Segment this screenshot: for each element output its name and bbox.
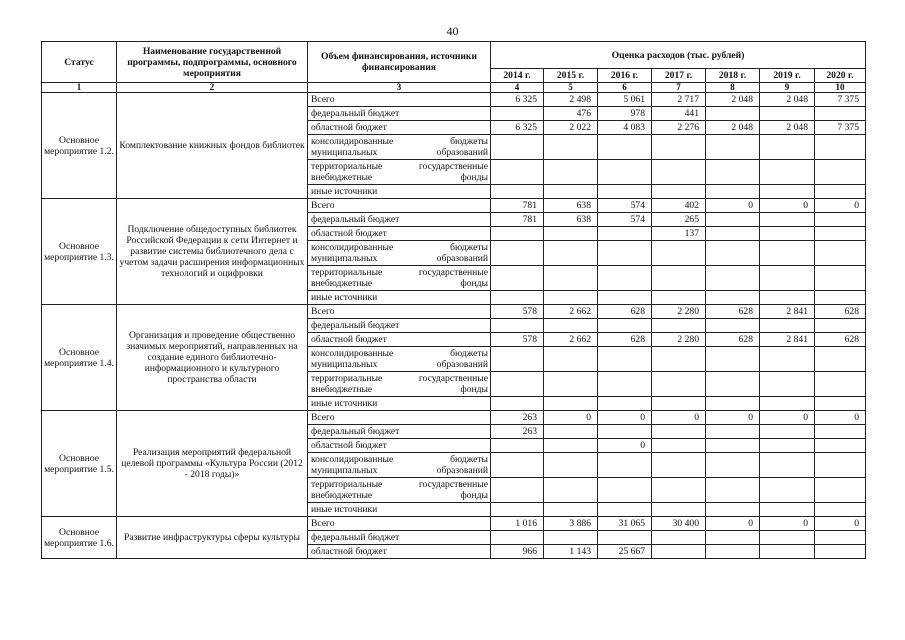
value-cell — [652, 266, 706, 291]
value-cell: 263 — [491, 411, 544, 425]
funding-source-cell: Всего — [308, 93, 491, 107]
value-cell — [491, 347, 544, 372]
value-cell — [760, 347, 815, 372]
value-cell — [760, 397, 815, 411]
value-cell: 2 280 — [652, 333, 706, 347]
value-cell — [760, 503, 815, 517]
value-cell — [815, 397, 866, 411]
value-cell — [598, 478, 652, 503]
value-cell — [815, 241, 866, 266]
value-cell — [491, 439, 544, 453]
value-cell — [815, 135, 866, 160]
value-cell: 3 886 — [544, 517, 598, 531]
value-cell: 6 325 — [491, 93, 544, 107]
funding-source-cell: областной бюджет — [308, 121, 491, 135]
value-cell — [652, 160, 706, 185]
value-cell — [491, 266, 544, 291]
value-cell: 0 — [598, 411, 652, 425]
header-year: 2016 г. — [598, 69, 652, 83]
value-cell: 628 — [598, 333, 652, 347]
header-year: 2014 г. — [491, 69, 544, 83]
status-cell: Основное мероприятие 1.6. — [42, 517, 117, 559]
column-number: 6 — [598, 83, 652, 93]
value-cell — [815, 531, 866, 545]
value-cell: 0 — [706, 411, 760, 425]
funding-source-cell: иные источники — [308, 291, 491, 305]
column-number: 10 — [815, 83, 866, 93]
value-cell — [652, 185, 706, 199]
value-cell — [760, 439, 815, 453]
funding-source-cell: областной бюджет — [308, 439, 491, 453]
value-cell — [544, 185, 598, 199]
value-cell — [706, 347, 760, 372]
value-cell — [544, 397, 598, 411]
value-cell: 0 — [706, 199, 760, 213]
value-cell: 781 — [491, 199, 544, 213]
value-cell — [544, 439, 598, 453]
value-cell — [491, 372, 544, 397]
value-cell — [815, 372, 866, 397]
header-year: 2015 г. — [544, 69, 598, 83]
value-cell — [491, 135, 544, 160]
funding-source-cell: консолидированные бюджеты муниципальных образований — [308, 347, 491, 372]
funding-source-cell: территориальные государственные внебюджетные фонды — [308, 266, 491, 291]
value-cell — [598, 135, 652, 160]
value-cell — [598, 453, 652, 478]
value-cell — [706, 425, 760, 439]
value-cell — [760, 227, 815, 241]
value-cell — [706, 213, 760, 227]
header-year: 2019 г. — [760, 69, 815, 83]
value-cell — [598, 227, 652, 241]
value-cell — [815, 453, 866, 478]
value-cell — [760, 425, 815, 439]
table-row — [42, 199, 866, 213]
value-cell: 966 — [491, 545, 544, 559]
value-cell — [815, 347, 866, 372]
value-cell — [706, 453, 760, 478]
value-cell — [652, 531, 706, 545]
value-cell: 628 — [815, 333, 866, 347]
value-cell: 781 — [491, 213, 544, 227]
value-cell: 31 065 — [598, 517, 652, 531]
funding-source-cell: территориальные государственные внебюджетные фонды — [308, 372, 491, 397]
value-cell — [491, 227, 544, 241]
value-cell — [491, 503, 544, 517]
value-cell — [706, 439, 760, 453]
value-cell — [652, 545, 706, 559]
header-year: 2018 г. — [706, 69, 760, 83]
value-cell: 30 400 — [652, 517, 706, 531]
value-cell: 0 — [815, 411, 866, 425]
value-cell: 5 061 — [598, 93, 652, 107]
column-number: 5 — [544, 83, 598, 93]
funding-source-cell: федеральный бюджет — [308, 213, 491, 227]
value-cell: 0 — [598, 439, 652, 453]
value-cell — [598, 160, 652, 185]
value-cell — [544, 291, 598, 305]
value-cell: 2 498 — [544, 93, 598, 107]
value-cell: 2 276 — [652, 121, 706, 135]
value-cell: 441 — [652, 107, 706, 121]
value-cell: 0 — [815, 199, 866, 213]
status-cell: Основное мероприятие 1.5. — [42, 411, 117, 517]
column-number: 2 — [117, 83, 308, 93]
value-cell — [491, 185, 544, 199]
value-cell — [598, 425, 652, 439]
value-cell — [652, 453, 706, 478]
value-cell — [706, 227, 760, 241]
value-cell — [706, 319, 760, 333]
funding-source-cell: иные источники — [308, 185, 491, 199]
value-cell — [598, 347, 652, 372]
value-cell — [491, 160, 544, 185]
value-cell: 2 841 — [760, 333, 815, 347]
value-cell — [491, 319, 544, 333]
value-cell — [598, 185, 652, 199]
value-cell — [491, 453, 544, 478]
value-cell — [706, 545, 760, 559]
table-row — [42, 517, 866, 531]
value-cell — [598, 241, 652, 266]
value-cell: 2 048 — [760, 121, 815, 135]
value-cell — [491, 478, 544, 503]
value-cell: 1 143 — [544, 545, 598, 559]
status-cell: Основное мероприятие 1.4. — [42, 305, 117, 411]
column-number: 3 — [308, 83, 491, 93]
value-cell: 0 — [815, 517, 866, 531]
activity-name-cell: Комплектование книжных фондов библиотек — [117, 93, 308, 199]
value-cell: 0 — [760, 199, 815, 213]
funding-source-cell: областной бюджет — [308, 545, 491, 559]
value-cell — [760, 478, 815, 503]
value-cell — [760, 160, 815, 185]
funding-source-cell: областной бюджет — [308, 333, 491, 347]
value-cell: 25 667 — [598, 545, 652, 559]
funding-source-cell: иные источники — [308, 397, 491, 411]
value-cell — [652, 425, 706, 439]
value-cell: 628 — [598, 305, 652, 319]
value-cell — [760, 545, 815, 559]
value-cell — [815, 319, 866, 333]
value-cell — [706, 241, 760, 266]
funding-source-cell: федеральный бюджет — [308, 531, 491, 545]
value-cell — [760, 185, 815, 199]
funding-source-cell: Всего — [308, 517, 491, 531]
value-cell — [544, 531, 598, 545]
value-cell — [598, 319, 652, 333]
value-cell — [815, 503, 866, 517]
value-cell — [706, 531, 760, 545]
funding-source-cell: консолидированные бюджеты муниципальных образований — [308, 135, 491, 160]
value-cell: 0 — [652, 411, 706, 425]
value-cell — [598, 503, 652, 517]
funding-source-cell: иные источники — [308, 503, 491, 517]
activity-name-cell: Развитие инфраструктуры сферы культуры — [117, 517, 308, 559]
value-cell: 638 — [544, 213, 598, 227]
value-cell — [544, 478, 598, 503]
value-cell — [652, 397, 706, 411]
funding-source-cell: федеральный бюджет — [308, 319, 491, 333]
header-status: Статус — [42, 42, 117, 83]
value-cell — [544, 266, 598, 291]
value-cell — [706, 266, 760, 291]
value-cell — [598, 397, 652, 411]
value-cell — [598, 291, 652, 305]
value-cell — [652, 319, 706, 333]
value-cell — [544, 160, 598, 185]
activity-name-cell: Организация и проведение общественно значимых мероприятий, направленных на создание единого библиотечно-информационного и культурного пространства области — [117, 305, 308, 411]
value-cell — [544, 503, 598, 517]
value-cell: 137 — [652, 227, 706, 241]
value-cell: 628 — [706, 333, 760, 347]
value-cell — [760, 291, 815, 305]
header-name: Наименование государственной программы, подпрограммы, основного мероприятия — [117, 42, 308, 83]
value-cell: 2 022 — [544, 121, 598, 135]
funding-source-cell: Всего — [308, 411, 491, 425]
value-cell — [652, 135, 706, 160]
value-cell — [491, 107, 544, 121]
activity-name-cell: Реализация мероприятий федеральной целевой программы «Культура России (2012 - 2018 годы)» — [117, 411, 308, 517]
value-cell — [706, 107, 760, 121]
value-cell: 628 — [706, 305, 760, 319]
activity-name-cell: Подключение общедоступных библиотек Российской Федерации к сети Интернет и развитие системы библиотечного дела с учетом задачи расширения информационных технологий и оцифровки — [117, 199, 308, 305]
value-cell — [652, 503, 706, 517]
value-cell — [815, 545, 866, 559]
value-cell — [815, 439, 866, 453]
value-cell — [815, 185, 866, 199]
header-estimate: Оценка расходов (тыс. рублей) — [491, 42, 866, 69]
value-cell — [815, 213, 866, 227]
value-cell: 638 — [544, 199, 598, 213]
value-cell — [760, 266, 815, 291]
value-cell — [706, 135, 760, 160]
value-cell — [652, 372, 706, 397]
value-cell — [544, 135, 598, 160]
value-cell — [544, 372, 598, 397]
value-cell — [760, 531, 815, 545]
value-cell: 2 662 — [544, 333, 598, 347]
value-cell: 263 — [491, 425, 544, 439]
value-cell: 2 841 — [760, 305, 815, 319]
funding-source-cell: Всего — [308, 199, 491, 213]
value-cell: 402 — [652, 199, 706, 213]
value-cell — [652, 478, 706, 503]
value-cell — [760, 453, 815, 478]
value-cell: 2 048 — [760, 93, 815, 107]
value-cell — [491, 531, 544, 545]
value-cell: 4 083 — [598, 121, 652, 135]
column-number: 9 — [760, 83, 815, 93]
value-cell: 476 — [544, 107, 598, 121]
value-cell — [598, 266, 652, 291]
value-cell: 0 — [706, 517, 760, 531]
status-cell: Основное мероприятие 1.3. — [42, 199, 117, 305]
value-cell — [815, 291, 866, 305]
value-cell — [706, 397, 760, 411]
value-cell — [815, 478, 866, 503]
funding-source-cell: федеральный бюджет — [308, 425, 491, 439]
value-cell — [706, 503, 760, 517]
value-cell — [706, 160, 760, 185]
column-number: 1 — [42, 83, 117, 93]
column-number: 8 — [706, 83, 760, 93]
value-cell — [652, 241, 706, 266]
table-body — [42, 93, 866, 559]
value-cell: 265 — [652, 213, 706, 227]
table-row — [42, 93, 866, 107]
table-row — [42, 411, 866, 425]
value-cell — [760, 107, 815, 121]
value-cell — [491, 397, 544, 411]
value-cell — [544, 347, 598, 372]
value-cell — [706, 185, 760, 199]
value-cell — [760, 319, 815, 333]
funding-source-cell: консолидированные бюджеты муниципальных образований — [308, 241, 491, 266]
value-cell: 2 280 — [652, 305, 706, 319]
value-cell — [815, 227, 866, 241]
value-cell — [652, 347, 706, 372]
budget-table — [41, 41, 866, 559]
value-cell — [760, 372, 815, 397]
value-cell — [760, 135, 815, 160]
header-year: 2017 г. — [652, 69, 706, 83]
value-cell — [815, 266, 866, 291]
value-cell: 628 — [815, 305, 866, 319]
value-cell — [815, 425, 866, 439]
funding-source-cell: территориальные государственные внебюджетные фонды — [308, 160, 491, 185]
value-cell — [652, 439, 706, 453]
funding-source-cell: областной бюджет — [308, 227, 491, 241]
page-number: 40 — [446, 24, 459, 38]
table-row — [42, 305, 866, 319]
value-cell — [491, 241, 544, 266]
value-cell: 2 048 — [706, 121, 760, 135]
value-cell: 6 325 — [491, 121, 544, 135]
value-cell — [815, 107, 866, 121]
value-cell: 578 — [491, 333, 544, 347]
value-cell — [760, 213, 815, 227]
header-funding: Объем финансирования, источники финансирования — [308, 42, 491, 83]
value-cell: 574 — [598, 213, 652, 227]
value-cell — [652, 291, 706, 305]
value-cell: 978 — [598, 107, 652, 121]
funding-source-cell: федеральный бюджет — [308, 107, 491, 121]
value-cell: 2 048 — [706, 93, 760, 107]
value-cell — [544, 319, 598, 333]
header-year: 2020 г. — [815, 69, 866, 83]
value-cell — [706, 372, 760, 397]
value-cell: 2 662 — [544, 305, 598, 319]
value-cell — [760, 241, 815, 266]
value-cell: 7 375 — [815, 93, 866, 107]
value-cell: 578 — [491, 305, 544, 319]
column-number: 7 — [652, 83, 706, 93]
value-cell — [544, 453, 598, 478]
value-cell — [544, 227, 598, 241]
value-cell — [544, 425, 598, 439]
value-cell — [706, 291, 760, 305]
funding-source-cell: территориальные государственные внебюджетные фонды — [308, 478, 491, 503]
value-cell: 0 — [760, 411, 815, 425]
value-cell: 0 — [760, 517, 815, 531]
value-cell — [815, 160, 866, 185]
column-number: 4 — [491, 83, 544, 93]
value-cell — [544, 241, 598, 266]
funding-source-cell: консолидированные бюджеты муниципальных образований — [308, 453, 491, 478]
value-cell: 2 717 — [652, 93, 706, 107]
value-cell: 1 016 — [491, 517, 544, 531]
value-cell — [491, 291, 544, 305]
value-cell: 7 375 — [815, 121, 866, 135]
funding-source-cell: Всего — [308, 305, 491, 319]
value-cell — [598, 531, 652, 545]
value-cell — [598, 372, 652, 397]
status-cell: Основное мероприятие 1.2. — [42, 93, 117, 199]
value-cell: 574 — [598, 199, 652, 213]
value-cell: 0 — [544, 411, 598, 425]
value-cell — [706, 478, 760, 503]
